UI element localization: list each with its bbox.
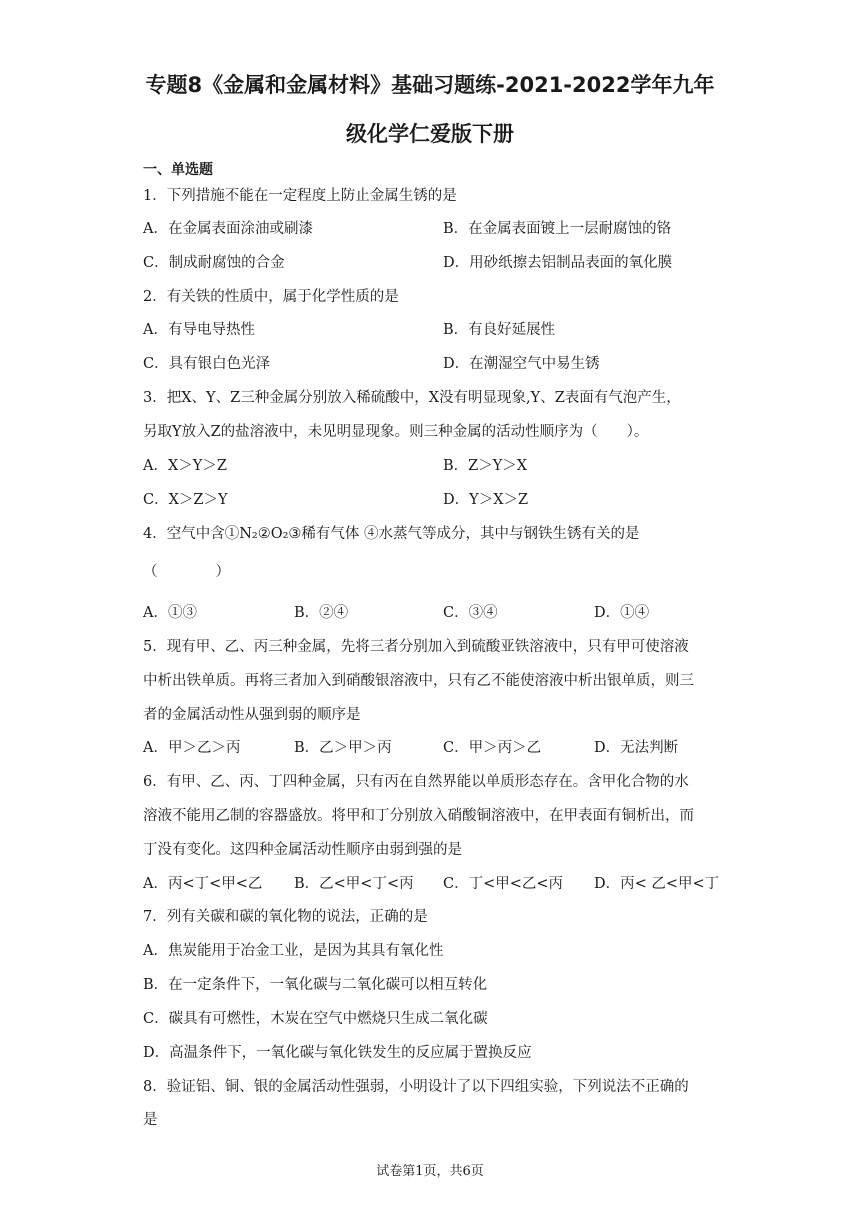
q8-stem-line1: 8．验证铝、铜、银的金属活动性强弱，小明设计了以下四组实验，下列说法不正确的 [143, 1079, 689, 1095]
q7-option-a: A．焦炭能用于冶金工业，是因为其具有氧化性 [143, 943, 444, 959]
q3-stem-line2: 另取Y放入Z的盐溶液中，未见明显现象。则三种金属的活动性顺序为（ ）。 [143, 424, 649, 440]
q6-option-b: B．乙<甲<丁<丙 [294, 876, 414, 892]
q4-option-b: B．②④ [294, 605, 349, 621]
q2-option-d: D．在潮湿空气中易生锈 [443, 356, 600, 372]
q4-option-a: A．①③ [143, 605, 197, 621]
q8-stem-line2: 是 [143, 1112, 158, 1128]
q6-stem-line3: 丁没有变化。这四种金属活动性顺序由弱到强的是 [143, 842, 462, 858]
q1-option-d: D．用砂纸擦去铝制品表面的氧化膜 [443, 255, 673, 271]
q7-option-c: C．碳具有可燃性，木炭在空气中燃烧只生成二氧化碳 [143, 1011, 488, 1027]
q7-option-b: B．在一定条件下，一氧化碳与二氧化碳可以相互转化 [143, 977, 488, 993]
q5-option-a: A．甲＞乙＞丙 [143, 740, 241, 756]
q2-option-b: B．有良好延展性 [443, 322, 556, 338]
q5-option-b: B．乙＞甲＞丙 [294, 740, 392, 756]
q5-stem-line3: 者的金属活动性从强到弱的顺序是 [143, 707, 361, 723]
section-heading: 一、单选题 [143, 162, 213, 178]
q5-option-d: D．无法判断 [594, 740, 679, 756]
q1-option-b: B．在金属表面镀上一层耐腐蚀的铬 [443, 221, 672, 237]
q3-option-b: B．Z＞Y＞X [443, 458, 528, 474]
q4-option-d: D．①④ [594, 605, 650, 621]
q6-option-c: C．丁<甲<乙<丙 [443, 876, 564, 892]
q5-stem-line1: 5．现有甲、乙、丙三种金属，先将三者分别加入到硫酸亚铁溶液中，只有甲可使溶液 [143, 639, 689, 655]
document-title-line2: 级化学仁爱版下册 [346, 122, 514, 146]
q3-stem-line1: 3．把X、Y、Z三种金属分别放入稀硫酸中，X没有明显现象,Y、Z表面有气泡产生， [143, 390, 681, 406]
q6-stem-line1: 6．有甲、乙、丙、丁四种金属，只有丙在自然界能以单质形态存在。含甲化合物的水 [143, 774, 689, 790]
q4-stem-line2: （ ） [143, 564, 230, 580]
q2-option-c: C．具有银白色光泽 [143, 356, 271, 372]
q6-option-d: D．丙< 乙<甲<丁 [594, 876, 720, 892]
q3-option-c: C．X＞Z＞Y [143, 492, 228, 508]
q4-stem-line1: 4．空气中含①N₂②O₂③稀有气体 ④水蒸气等成分，其中与钢铁生锈有关的是 [143, 526, 640, 542]
q2-option-a: A．有导电导热性 [143, 322, 255, 338]
q6-stem-line2: 溶液不能用乙制的容器盛放。将甲和丁分别放入硝酸铜溶液中，在甲表面有铜析出，而 [143, 808, 694, 824]
q3-option-a: A．X＞Y＞Z [143, 458, 227, 474]
page-footer: 试卷第1页，共6页 [376, 1164, 484, 1179]
q1-stem: 1．下列措施不能在一定程度上防止金属生锈的是 [143, 188, 457, 204]
document-title-line1: 专题8《金属和金属材料》基础习题练-2021-2022学年九年 [145, 73, 715, 97]
q1-option-a: A．在金属表面涂油或刷漆 [143, 221, 313, 237]
q1-option-c: C．制成耐腐蚀的合金 [143, 255, 285, 271]
q7-option-d: D．高温条件下，一氧化碳与氧化铁发生的反应属于置换反应 [143, 1045, 532, 1061]
q4-option-c: C．③④ [443, 605, 498, 621]
q7-stem: 7．列有关碳和碳的氧化物的说法，正确的是 [143, 909, 428, 925]
q5-stem-line2: 中析出铁单质。再将三者加入到硝酸银溶液中，只有乙不能使溶液中析出银单质，则三 [143, 673, 694, 689]
q6-option-a: A．丙<丁<甲<乙 [143, 876, 263, 892]
q2-stem: 2．有关铁的性质中，属于化学性质的是 [143, 289, 399, 305]
q5-option-c: C．甲＞丙＞乙 [443, 740, 542, 756]
q3-option-d: D．Y＞X＞Z [443, 492, 529, 508]
